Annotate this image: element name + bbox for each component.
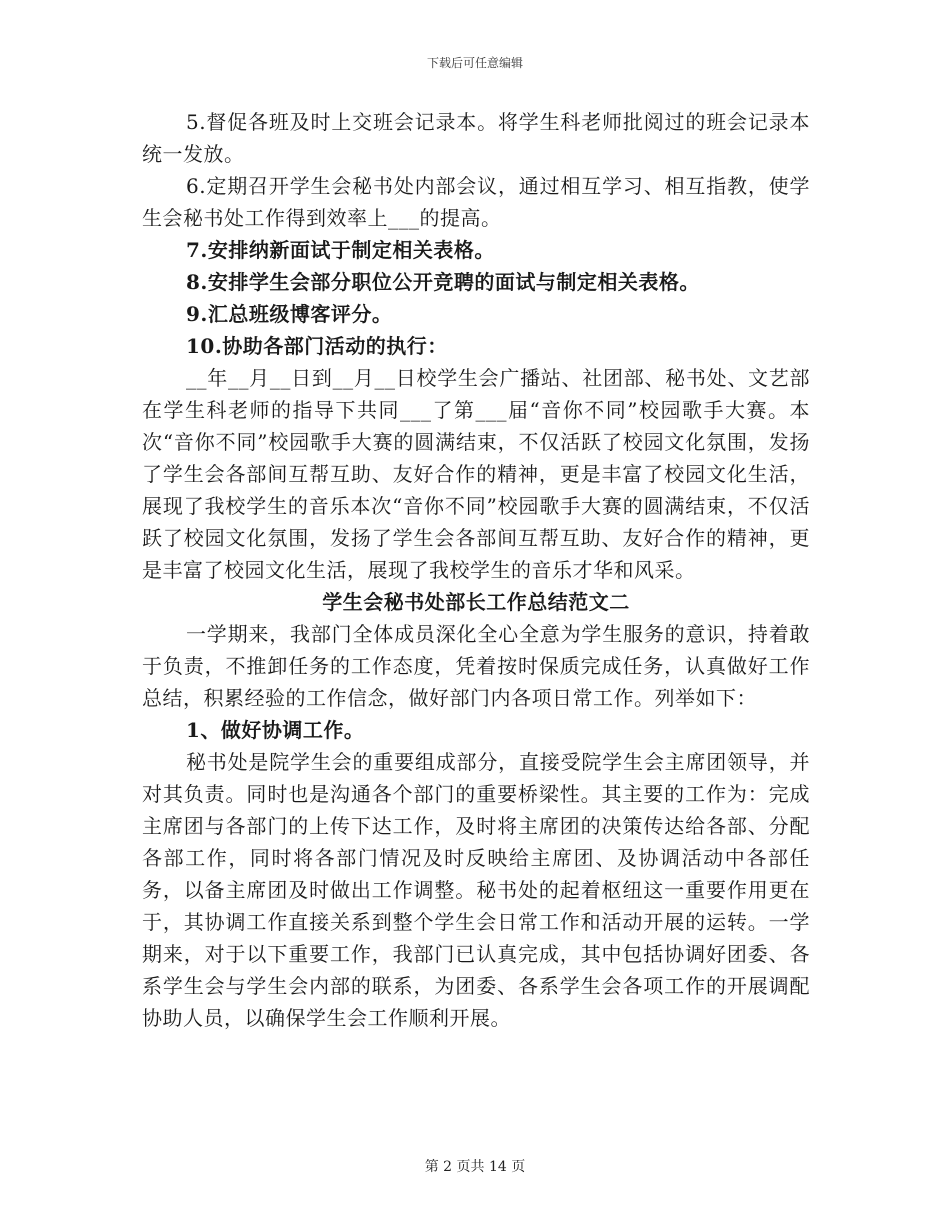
paragraph-item-5: 5.督促各班及时上交班会记录本。将学生科老师批阅过的班会记录本统一发放。 (142, 110, 810, 166)
paragraph-intro: 一学期来，我部门全体成员深化全心全意为学生服务的意识，持着敢于负责，不推卸任务的工作态度，凭着按时保质完成任务，认真做好工作总结，积累经验的工作信念，做好部门内各项日常工作。列举如下： (142, 622, 810, 710)
page-header: 下载后可任意编辑 (426, 56, 523, 70)
paragraph-item-10: 10.协助各部门活动的执行： (186, 334, 448, 358)
paragraph-secretariat: 秘书处是院学生会的重要组成部分，直接受院学生会主席团领导，并对其负责。同时也是沟通各个部门的重要桥梁性。其主要的工作为：完成主席团与各部门的上传下达工作，及时将主席团的决策传达给各部、分配各部工作，同时将各部门情况及时反映给主席团、及协调活动中各部任务，以备主席团及时做出工作调整。秘书处的起着枢纽这一重要作用更在于，其协调工作直接关系到整个学生会日常工作和活动开展的运转。一学期来，对于以下重要工作，我部门已认真完成，其中包括协调好团委、各系学生会与学生会内部的联系，为团委、各系学生会各项工作的开展调配协助人员，以确保学生会工作顺利开展。 (142, 750, 810, 1030)
subheading-coordination: 1、做好协调工作。 (186, 718, 365, 742)
section-title: 学生会秘书处部长工作总结范文二 (322, 590, 630, 614)
paragraph-song-contest: __年__月__日到__月__日校学生会广播站、社团部、秘书处、文艺部在学生科老师的指导下共同___了第___届“音你不同”校园歌手大赛。本次“音你不同”校园歌手大赛的圆满结束，不仅活跃了校园文化氛围，发扬了学生会各部间互帮互助、友好合作的精神，更是丰富了校园文化生活，展现了我校学生的音乐本次“音你不同”校园歌手大赛的圆满结束，不仅活跃了校园文化氛围，发扬了学生会各部间互帮互助、友好合作的精神，更是丰富了校园文化生活，展现了我校学生的音乐才华和风采。 (142, 366, 810, 582)
document-body (142, 106, 810, 1034)
page-number: 第 2 页共 14 页 (424, 1159, 526, 1175)
paragraph-item-9: 9.汇总班级博客评分。 (186, 302, 393, 326)
paragraph-item-6: 6.定期召开学生会秘书处内部会议，通过相互学习、相互指教，使学生会秘书处工作得到效率上___的提高。 (142, 174, 810, 230)
paragraph-item-8: 8.安排学生会部分职位公开竞聘的面试与制定相关表格。 (186, 270, 700, 294)
paragraph-item-7: 7.安排纳新面试于制定相关表格。 (186, 238, 495, 262)
